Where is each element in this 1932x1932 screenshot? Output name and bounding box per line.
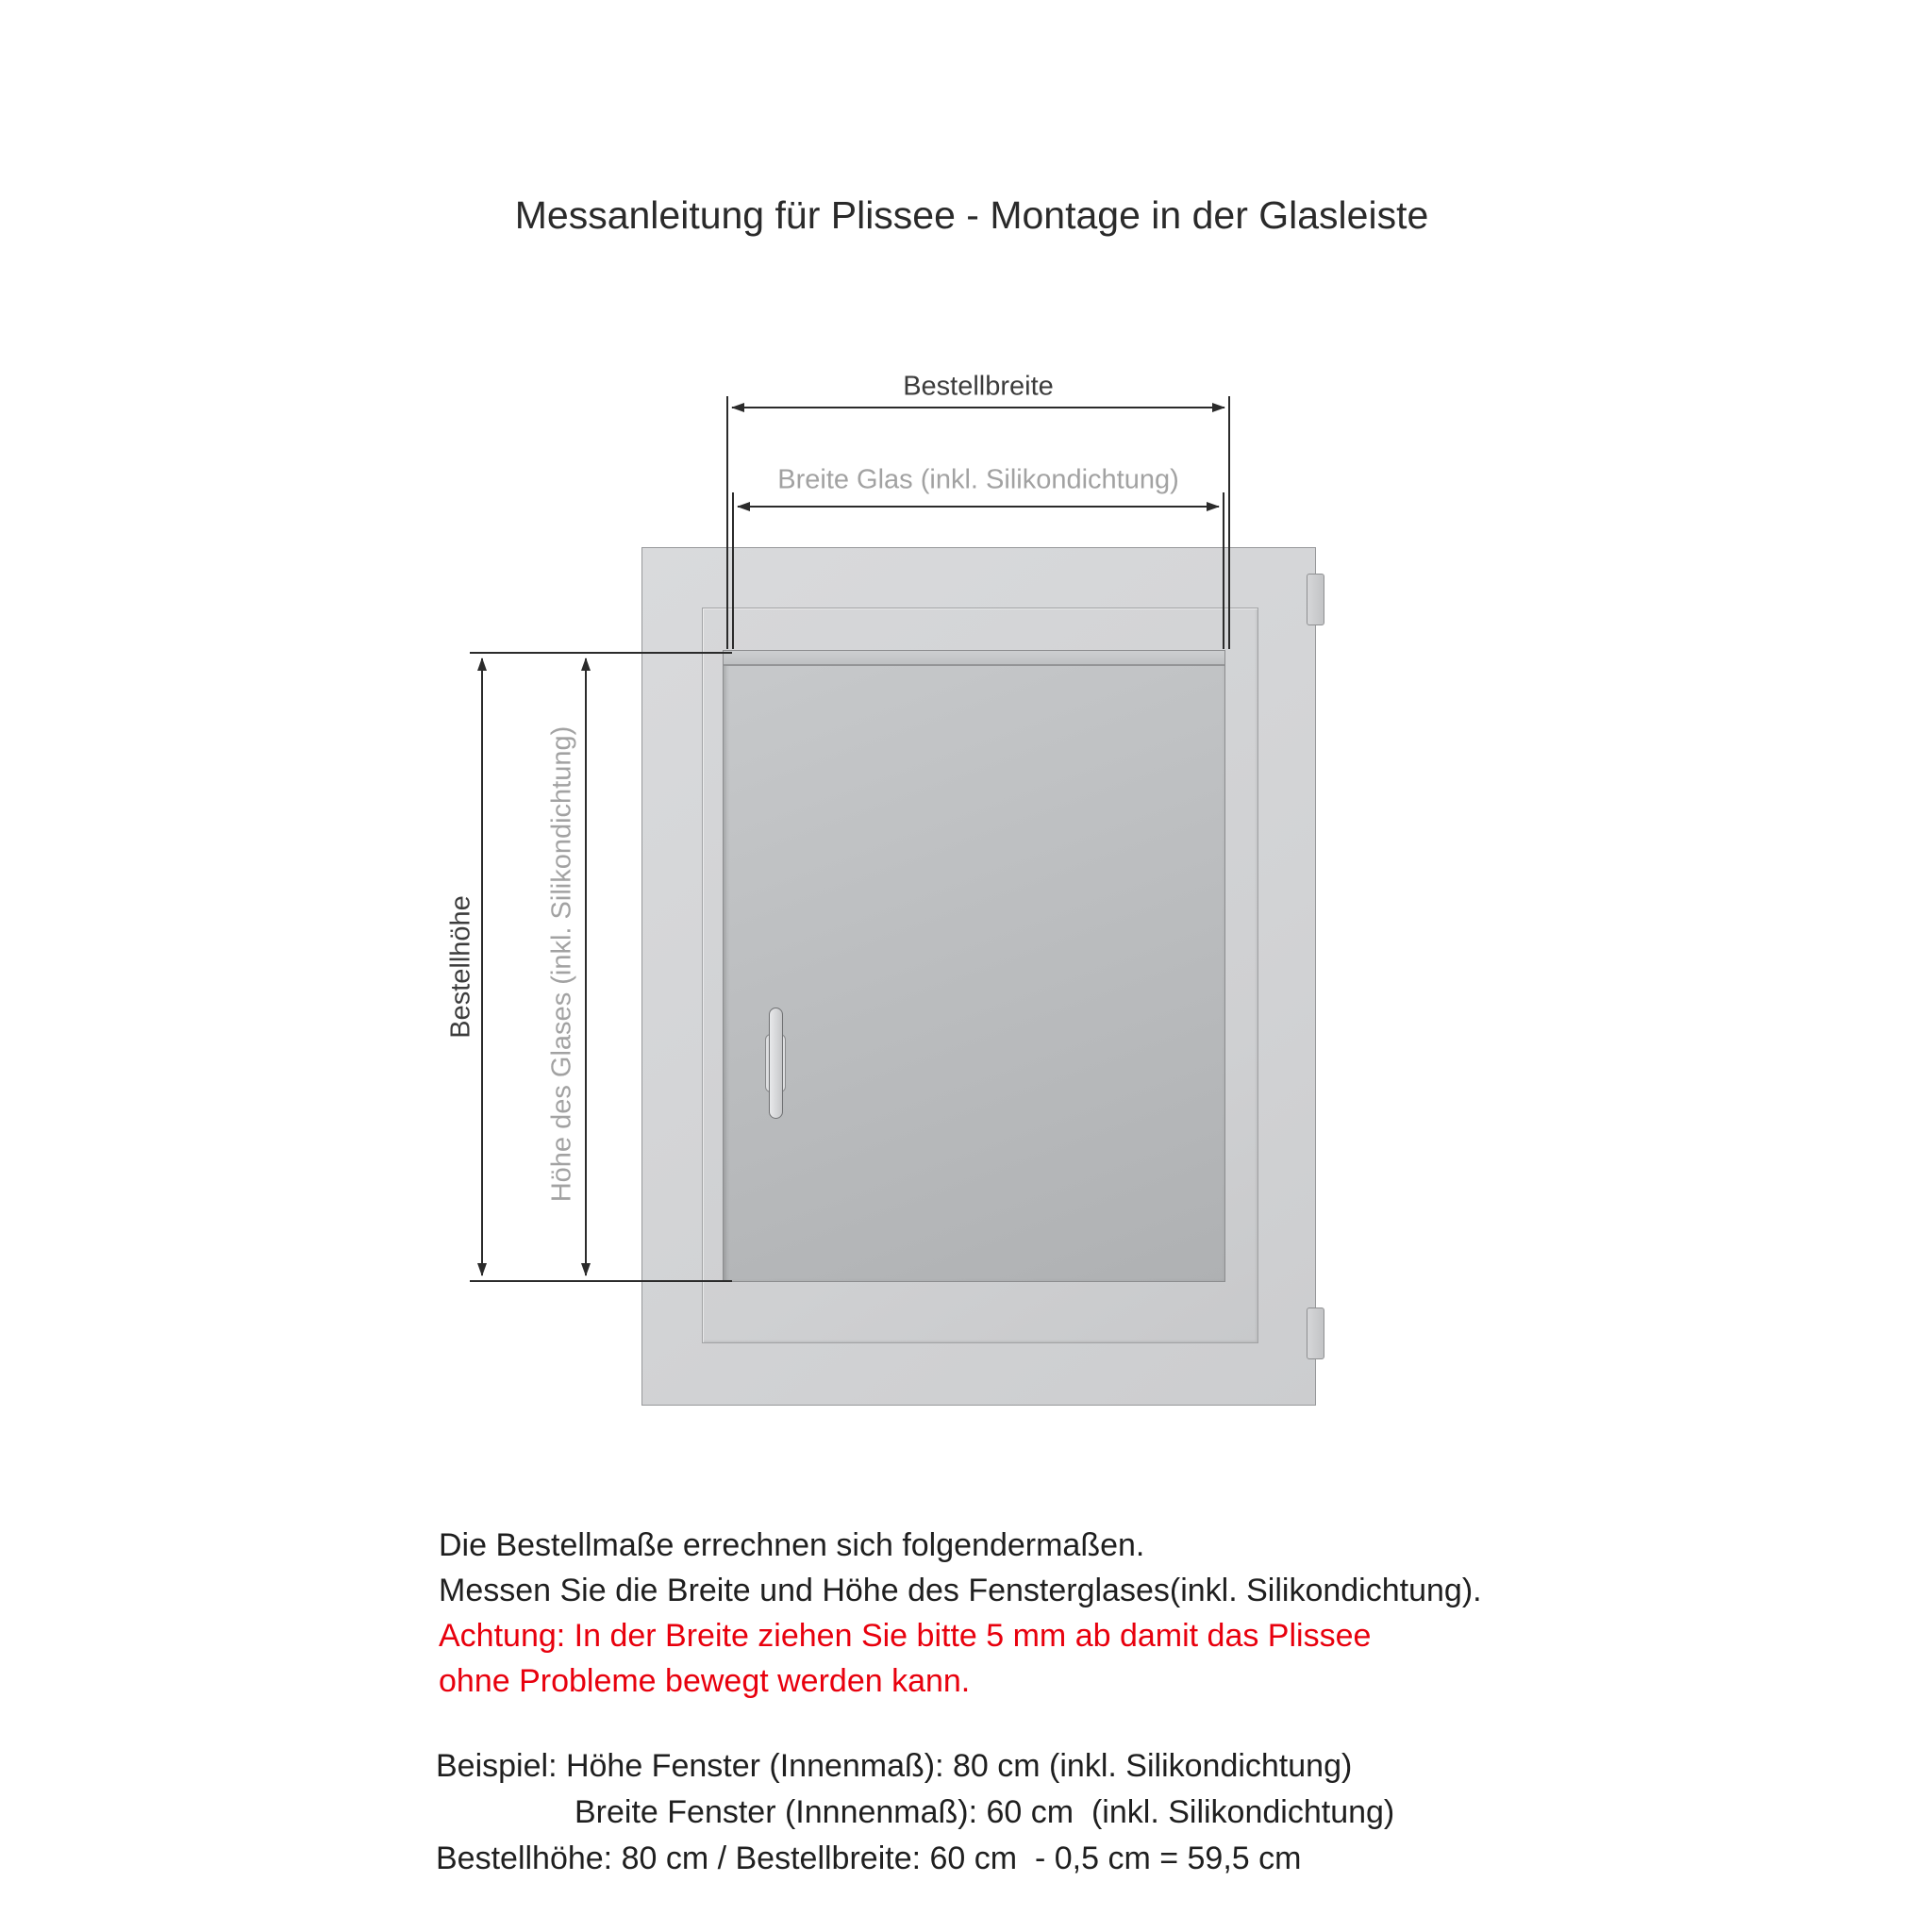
window-sash — [702, 608, 1258, 1343]
glass-width-label: Breite Glas (inkl. Silikondichtung) — [777, 464, 1179, 495]
window-glass — [723, 650, 1225, 1282]
example-line-2: Breite Fenster (Innnenmaß): 60 cm (inkl. Silikondichtung) — [575, 1794, 1395, 1830]
window-hinge-top — [1307, 574, 1324, 625]
example-line-3: Bestellhöhe: 80 cm / Bestellbreite: 60 cm - 0,5 cm = 59,5 cm — [436, 1840, 1302, 1876]
order-width-label: Bestellbreite — [903, 371, 1054, 402]
warning-line-2: ohne Probleme bewegt werden kann. — [439, 1663, 971, 1699]
window-handle — [759, 1008, 791, 1121]
page-title: Messanleitung für Plissee - Montage in der Glasleiste — [514, 193, 1429, 238]
window-handle-grip — [769, 1008, 783, 1119]
instruction-line-1: Die Bestellmaße errechnen sich folgendermaßen. — [439, 1527, 1145, 1563]
glass-top-rail — [724, 651, 1224, 666]
order-height-label: Bestellhöhe — [445, 895, 476, 1039]
example-text-block — [436, 1743, 1394, 1882]
warning-line-1: Achtung: In der Breite ziehen Sie bitte 5 mm ab damit das Plissee — [439, 1618, 1372, 1654]
window-outer-frame — [641, 547, 1316, 1406]
example-line-1: Beispiel: Höhe Fenster (Innenmaß): 80 cm (inkl. Silikondichtung) — [436, 1748, 1353, 1784]
window-hinge-bottom — [1307, 1307, 1324, 1359]
instruction-line-2: Messen Sie die Breite und Höhe des Fensterglases(inkl. Silikondichtung). — [439, 1573, 1482, 1608]
glass-height-label: Höhe des Glases (inkl. Silikondichtung) — [546, 725, 577, 1203]
instruction-text-block — [439, 1523, 1482, 1704]
